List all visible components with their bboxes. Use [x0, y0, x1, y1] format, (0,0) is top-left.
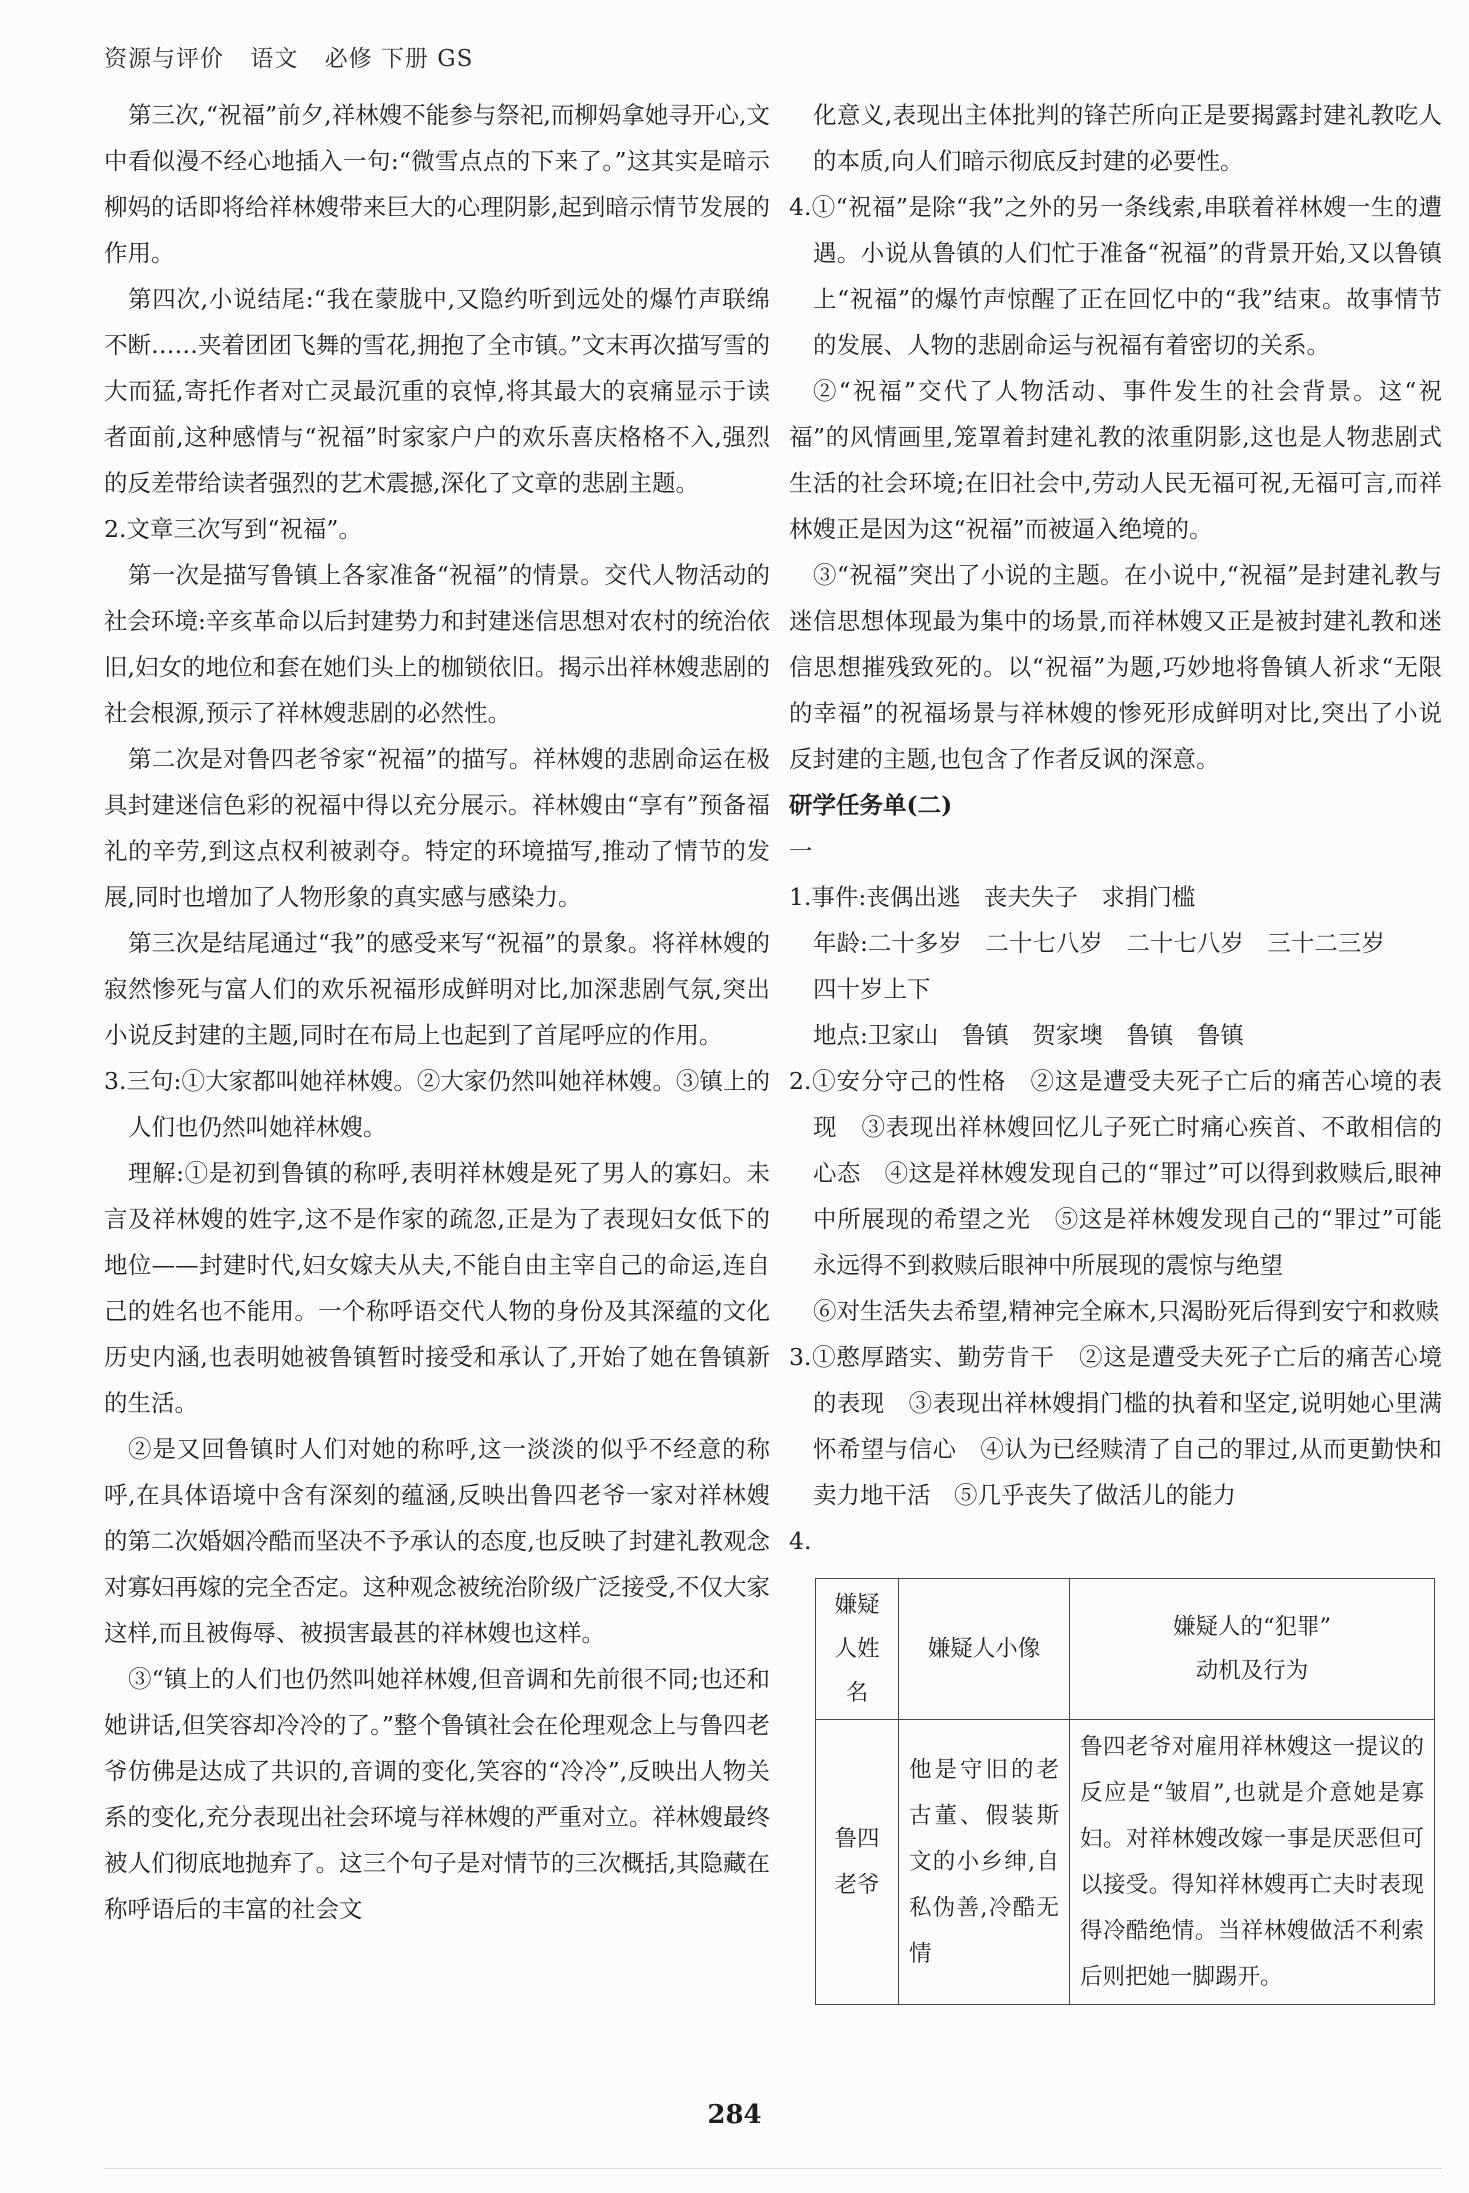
- task-answer-1-ages: 年龄:二十多岁 二十七八岁 二十七八岁 三十二三岁: [813, 929, 1385, 957]
- task-answer-1-ages-cont: 四十岁上下: [813, 975, 931, 1003]
- task-answer-1-events: 1.事件:丧偶出逃 丧夫失子 求捐门槛: [789, 883, 1196, 911]
- paragraph: 第三次,“祝福”前夕,祥林嫂不能参与祭祀,而柳妈拿她寻开心,文中看似漫不经心地插入一句:“微雪点点的下来了。”这其实是暗示柳妈的话即将给祥林嫂带来巨大的心理阴影,起到暗示情节发展的作用。: [104, 101, 770, 267]
- task-answer-3: 3.①憨厚踏实、勤劳肯干 ②这是遭受夫死子亡后的痛苦心境的表现 ③表现出祥林嫂捐门槛的执着和坚定,说明她心里满怀希望与信心 ④认为已经赎清了自己的罪过,从而更勤快和卖力地干活 ⑤几乎丧失了做活儿的能力: [789, 1343, 1442, 1509]
- header-suspect-portrait: 嫌疑人小像: [899, 1579, 1070, 1720]
- answer-item-3: 3.三句:①大家都叫她祥林嫂。②大家仍然叫她祥林嫂。③镇上的人们也仍然叫她祥林嫂。: [104, 1067, 770, 1141]
- cell-suspect-motive: 鲁四老爷对雇用祥林嫂这一提议的反应是“皱眉”,也就是介意她是寡妇。对祥林嫂改嫁一事是厌恶但可以接受。得知祥林嫂再亡夫时表现得冷酷绝情。当祥林嫂做活不利索后则把她一脚踢开。: [1070, 1720, 1435, 2005]
- paragraph: 第三次是结尾通过“我”的感受来写“祝福”的景象。将祥林嫂的寂然惨死与富人们的欢乐祝福形成鲜明对比,加深悲剧气氛,突出小说反封建的主题,同时在布局上也起到了首尾呼应的作用。: [104, 929, 770, 1049]
- answer-item-4: 4.①“祝福”是除“我”之外的另一条线索,串联着祥林嫂一生的遭遇。小说从鲁镇的人们忙于准备“祝福”的背景开始,又以鲁镇上“祝福”的爆竹声惊醒了正在回忆中的“我”结束。故事情节的发展、人物的悲剧命运与祝福有着密切的关系。: [789, 193, 1442, 359]
- page-number: 284: [707, 2100, 762, 2130]
- header-book: 资源与评价: [104, 46, 224, 72]
- paragraph: 理解:①是初到鲁镇的称呼,表明祥林嫂是死了男人的寡妇。未言及祥林嫂的姓字,这不是作家的疏忽,正是为了表现妇女低下的地位——封建时代,妇女嫁夫从夫,不能自由主宰自己的命运,连自己的姓名也不能用。一个称呼语交代人物的身份及其深蕴的文化历史内涵,也表明她被鲁镇暂时接受和承认了,开始了她在鲁镇新的生活。: [104, 1159, 770, 1417]
- header-volume: 必修 下册 GS: [324, 46, 474, 72]
- cell-suspect-name: 鲁四老爷: [816, 1720, 899, 2005]
- paragraph: 第一次是描写鲁镇上各家准备“祝福”的情景。交代人物活动的社会环境:辛亥革命以后封建势力和封建迷信思想对农村的统治依旧,妇女的地位和套在她们头上的枷锁依旧。揭示出祥林嫂悲剧的社会根源,预示了祥林嫂悲剧的必然性。: [104, 561, 770, 727]
- paragraph: 第四次,小说结尾:“我在蒙胧中,又隐约听到远处的爆竹声联绵不断……夹着团团飞舞的雪花,拥抱了全市镇。”文末再次描写雪的大而猛,寄托作者对亡灵最沉重的哀悼,将其最大的哀痛显示于读者面前,这种感情与“祝福”时家家户户的欢乐喜庆格格不入,强烈的反差带给读者强烈的艺术震撼,深化了文章的悲剧主题。: [104, 285, 770, 497]
- section-number: 一: [789, 837, 813, 865]
- paragraph: ③“祝福”突出了小说的主题。在小说中,“祝福”是封建礼教与迷信思想体现最为集中的场景,而祥林嫂又正是被封建礼教和迷信思想摧残致死的。以“祝福”为题,巧妙地将鲁镇人祈求“无限的幸福”的祝福场景与祥林嫂的惨死形成鲜明对比,突出了小说反封建的主题,也包含了作者反讽的深意。: [789, 561, 1442, 773]
- suspect-table: [815, 1578, 1435, 2005]
- right-column: [789, 92, 1442, 2005]
- section-title: 研学任务单(二): [789, 791, 953, 819]
- paragraph: ②“祝福”交代了人物活动、事件发生的社会背景。这“祝福”的风情画里,笼罩着封建礼教的浓重阴影,这也是人物悲剧式生活的社会环境;在旧社会中,劳动人民无福可祝,无福可言,而祥林嫂正是因为这“祝福”而被逼入绝境的。: [789, 377, 1442, 543]
- table-header-row: [816, 1579, 1435, 1720]
- answer-item-2: 2.文章三次写到“祝福”。: [104, 515, 362, 543]
- table-row: [816, 1720, 1435, 2005]
- paragraph: 第二次是对鲁四老爷家“祝福”的描写。祥林嫂的悲剧命运在极具封建迷信色彩的祝福中得以充分展示。祥林嫂由“享有”预备福礼的辛劳,到这点权利被剥夺。特定的环境描写,推动了情节的发展,同时也增加了人物形象的真实感与感染力。: [104, 745, 770, 911]
- header-suspect-name: 嫌疑人姓名: [816, 1579, 899, 1720]
- bottom-divider: [104, 2168, 1442, 2169]
- running-header: [104, 40, 491, 73]
- header-suspect-motive: [1070, 1579, 1435, 1720]
- paragraph: ③“镇上的人们也仍然叫她祥林嫂,但音调和先前很不同;也还和她讲话,但笑容却冷冷的了。”整个鲁镇社会在伦理观念上与鲁四老爷仿佛是达成了共识的,音调的变化,笑容的“冷冷”,反映出人物关系的变化,充分表现出社会环境与祥林嫂的严重对立。祥林嫂最终被人们彻底地抛弃了。这三个句子是对情节的三次概括,其隐藏在称呼语后的丰富的社会文: [104, 1665, 770, 1923]
- task-answer-2: 2.①安分守己的性格 ②这是遭受夫死子亡后的痛苦心境的表现 ③表现出祥林嫂回忆儿子死亡时痛心疾首、不敢相信的心态 ④这是祥林嫂发现自己的“罪过”可以得到救赎后,眼神中所展现的希望之光 ⑤这是祥林嫂发现自己的“罪过”可能永远得不到救赎后眼神中所展现的震惊与绝望: [789, 1067, 1442, 1279]
- header-motive-line2: 动机及行为: [1195, 1658, 1309, 1684]
- task-answer-2-item6: ⑥对生活失去希望,精神完全麻木,只渴盼死后得到安宁和救赎: [813, 1297, 1439, 1325]
- cell-suspect-portrait: 他是守旧的老古董、假装斯文的小乡绅,自私伪善,冷酷无情: [899, 1720, 1070, 2005]
- header-subject: 语文: [250, 46, 299, 72]
- paragraph: 化意义,表现出主体批判的锋芒所向正是要揭露封建礼教吃人的本质,向人们暗示彻底反封建的必要性。: [813, 101, 1442, 175]
- task-answer-1-places: 地点:卫家山 鲁镇 贺家墺 鲁镇 鲁镇: [813, 1021, 1244, 1049]
- task-answer-4: 4.: [789, 1527, 812, 1555]
- paragraph: ②是又回鲁镇时人们对她的称呼,这一淡淡的似乎不经意的称呼,在具体语境中含有深刻的蕴涵,反映出鲁四老爷一家对祥林嫂的第二次婚姻冷酷而坚决不予承认的态度,也反映了封建礼教观念对寡妇再嫁的完全否定。这种观念被统治阶级广泛接受,不仅大家这样,而且被侮辱、被损害最甚的祥林嫂也这样。: [104, 1435, 770, 1647]
- left-column: [104, 92, 770, 1932]
- header-motive-line1: 嫌疑人的“犯罪”: [1172, 1614, 1331, 1640]
